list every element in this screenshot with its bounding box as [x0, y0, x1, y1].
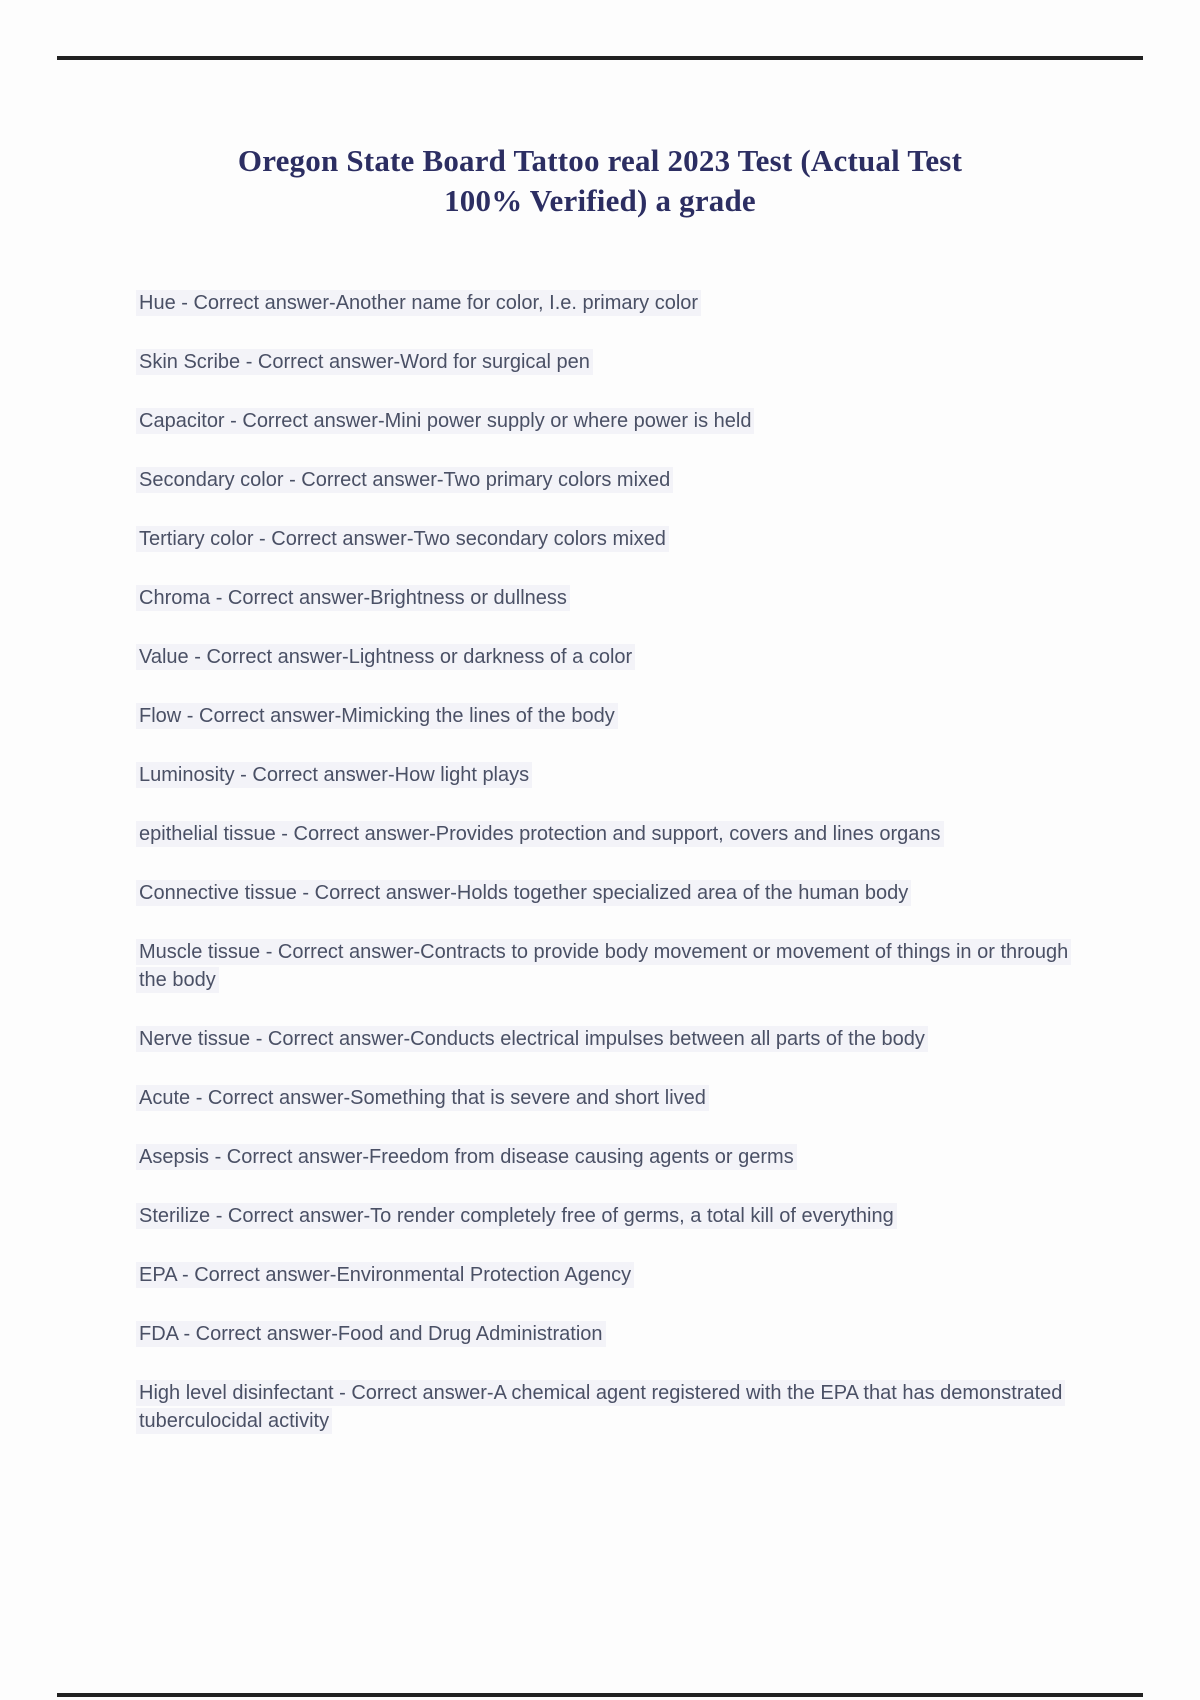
qa-item	[136, 348, 1077, 376]
qa-item	[136, 879, 1077, 907]
page-title-line-2: 100% Verified) a grade	[444, 183, 756, 218]
qa-item-text: Sterilize - Correct answer-To render completely free of germs, a total kill of everything	[136, 1203, 897, 1229]
page-title-line-1: Oregon State Board Tattoo real 2023 Test (Actual Test	[237, 143, 963, 178]
qa-item-text: Luminosity - Correct answer-How light plays	[136, 762, 532, 788]
qa-item	[136, 761, 1077, 789]
qa-item	[136, 1379, 1077, 1435]
qa-list	[136, 289, 1077, 1435]
qa-item-text: Tertiary color - Correct answer-Two secondary colors mixed	[136, 526, 669, 552]
qa-item-text: Acute - Correct answer-Something that is severe and short lived	[136, 1085, 709, 1111]
qa-item-text: Skin Scribe - Correct answer-Word for surgical pen	[136, 349, 593, 375]
qa-item-text: Asepsis - Correct answer-Freedom from disease causing agents or germs	[136, 1144, 797, 1170]
qa-item	[136, 1143, 1077, 1171]
qa-item	[136, 1025, 1077, 1053]
qa-item	[136, 1202, 1077, 1230]
qa-item-text: Chroma - Correct answer-Brightness or dullness	[136, 585, 570, 611]
qa-item	[136, 820, 1077, 848]
qa-item	[136, 702, 1077, 730]
qa-item	[136, 289, 1077, 317]
qa-item-text: Flow - Correct answer-Mimicking the lines of the body	[136, 703, 618, 729]
qa-item	[136, 525, 1077, 553]
qa-item-text: Connective tissue - Correct answer-Holds together specialized area of the human body	[136, 880, 911, 906]
qa-item	[136, 584, 1077, 612]
qa-item-text: EPA - Correct answer-Environmental Protection Agency	[136, 1262, 634, 1288]
qa-item	[136, 1261, 1077, 1289]
qa-item-text: Hue - Correct answer-Another name for color, I.e. primary color	[136, 290, 701, 316]
qa-item-text: Nerve tissue - Correct answer-Conducts electrical impulses between all parts of the body	[136, 1026, 928, 1052]
qa-item	[136, 466, 1077, 494]
page-title	[0, 141, 1200, 221]
qa-item	[136, 407, 1077, 435]
qa-item-text: epithelial tissue - Correct answer-Provides protection and support, covers and lines organs	[136, 821, 944, 847]
bottom-divider	[57, 1693, 1143, 1697]
qa-item-text: FDA - Correct answer-Food and Drug Administration	[136, 1321, 606, 1347]
qa-item-text: Secondary color - Correct answer-Two primary colors mixed	[136, 467, 673, 493]
qa-item	[136, 1320, 1077, 1348]
qa-item-text: Value - Correct answer-Lightness or darkness of a color	[136, 644, 635, 670]
qa-item-text: Capacitor - Correct answer-Mini power supply or where power is held	[136, 408, 754, 434]
qa-item	[136, 938, 1077, 994]
qa-item	[136, 643, 1077, 671]
qa-item	[136, 1084, 1077, 1112]
qa-item-text: High level disinfectant - Correct answer-A chemical agent registered with the EPA that has demonstrated tuberculocidal activity	[136, 1380, 1065, 1434]
top-divider	[57, 56, 1143, 60]
qa-item-text: Muscle tissue - Correct answer-Contracts to provide body movement or movement of things in or through the body	[136, 939, 1071, 993]
